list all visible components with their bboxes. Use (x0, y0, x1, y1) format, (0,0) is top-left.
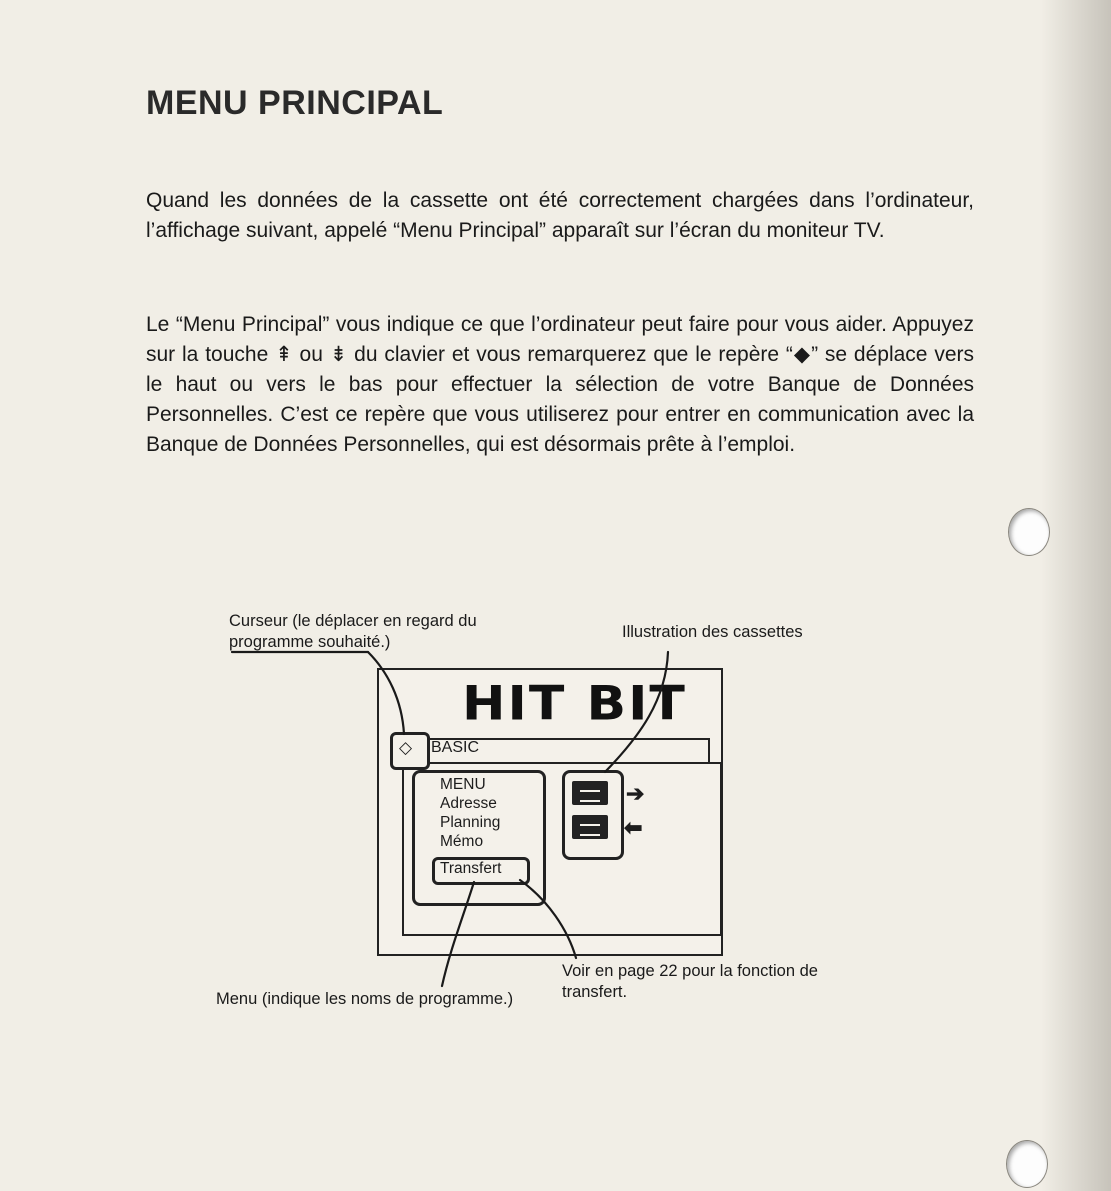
arrow-left-icon: ⬅ (624, 815, 643, 840)
page-edge-shadow (1041, 0, 1111, 1191)
paragraph-instructions: Le “Menu Principal” vous indique ce que l’ordinateur peut faire pour vous aider. Appuyez sur la touche ⇞ ou ⇟ du clavier et vous remarquerez que le repère “◆” se déplace vers le haut ou vers le bas pour effectuer la sélection de votre Banque de Données Personnelles. C’est ce repère que vous utiliserez pour entrer en communication avec la Banque de Données Personnelles, qui est désormais prête à l’emploi. (146, 313, 974, 456)
basic-label: BASIC (431, 739, 480, 756)
menu-item-planning: Planning (440, 814, 501, 831)
cassette-icon (572, 781, 608, 805)
menu-item-menu: MENU (440, 776, 486, 793)
page-title: MENU PRINCIPAL (146, 84, 444, 122)
label-cursor: Curseur (le déplacer en regard du programme souhaité.) (229, 612, 477, 651)
cursor-diamond-icon: ◇ (399, 738, 413, 757)
binder-hole-top (1008, 508, 1050, 556)
arrow-right-icon: ➔ (626, 781, 645, 806)
menu-item-adresse: Adresse (440, 795, 497, 812)
label-menu: Menu (indique les noms de programme.) (216, 990, 514, 1008)
label-cassettes: Illustration des cassettes (622, 623, 803, 641)
binder-hole-bottom (1006, 1140, 1048, 1188)
menu-item-transfert: Transfert (440, 860, 502, 877)
paragraph-intro: Quand les données de la cassette ont été correctement chargées dans l’ordinateur, l’affichage suivant, appelé “Menu Principal” apparaît sur l’écran du moniteur TV. (146, 189, 974, 242)
cassette-icon (572, 815, 608, 839)
hit-bit-logo: HIT BIT (462, 677, 687, 731)
menu-item-memo: Mémo (440, 833, 484, 850)
label-transfer-note: Voir en page 22 pour la fonction de transfert. (562, 962, 818, 1001)
